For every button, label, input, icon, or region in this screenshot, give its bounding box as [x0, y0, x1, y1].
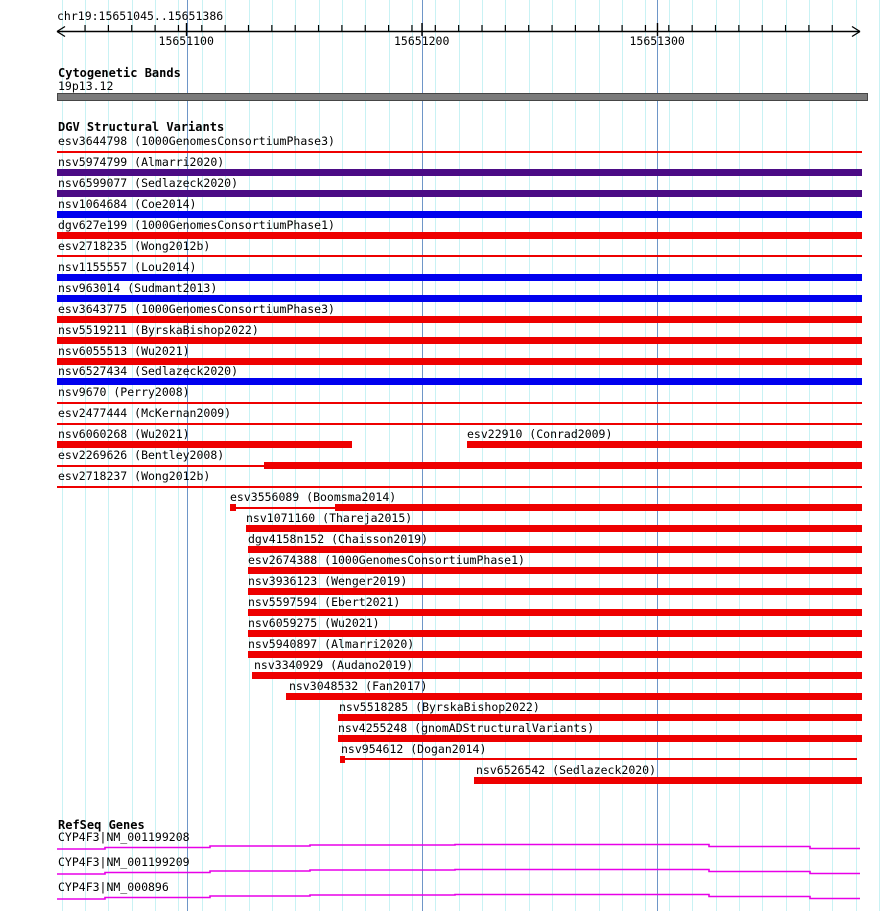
- gridline-minor: [856, 0, 857, 911]
- variant-label[interactable]: nsv6599077 (Sedlazeck2020): [58, 175, 239, 190]
- cytoband-bar[interactable]: [57, 93, 868, 101]
- gridline-major: [657, 0, 658, 911]
- variant-bar[interactable]: [467, 441, 862, 448]
- variant-bar[interactable]: [57, 274, 862, 281]
- variant-bar[interactable]: [345, 758, 857, 760]
- variant-bar[interactable]: [248, 609, 862, 616]
- variant-label[interactable]: nsv3048532 (Fan2017): [289, 678, 428, 693]
- variant-bar[interactable]: [248, 630, 862, 637]
- variant-bar[interactable]: [246, 525, 862, 532]
- variant-label[interactable]: esv2718235 (Wong2012b): [58, 238, 211, 253]
- variant-bar[interactable]: [338, 714, 862, 721]
- dgv-heading: DGV Structural Variants: [58, 120, 225, 134]
- variant-label[interactable]: nsv5597594 (Ebert2021): [248, 594, 401, 609]
- ruler-tick-label: 15651200: [394, 34, 450, 48]
- variant-label[interactable]: esv22910 (Conrad2009): [467, 427, 613, 442]
- ruler-tick-label: 15651300: [629, 34, 685, 48]
- variant-bar[interactable]: [57, 465, 264, 467]
- gridline-minor: [412, 0, 413, 911]
- gridline-minor: [692, 0, 693, 911]
- variant-bar[interactable]: [57, 316, 862, 323]
- variant-label[interactable]: nsv1155557 (Lou2014): [58, 259, 197, 274]
- variant-label[interactable]: esv3644798 (1000GenomesConsortiumPhase3): [58, 134, 335, 148]
- variant-bar[interactable]: [57, 151, 862, 153]
- gridline-minor: [342, 0, 343, 911]
- variant-bar[interactable]: [57, 232, 862, 239]
- cytoband-heading: Cytogenetic Bands: [58, 66, 181, 80]
- gridline-minor: [832, 0, 833, 911]
- variant-label[interactable]: dgv4158n152 (Chaisson2019): [248, 532, 429, 547]
- variant-label[interactable]: nsv4255248 (gnomADStructuralVariants): [338, 720, 595, 735]
- variant-label[interactable]: nsv5519211 (ByrskaBishop2022): [58, 322, 259, 337]
- variant-label[interactable]: nsv6527434 (Sedlazeck2020): [58, 364, 239, 379]
- variant-bar[interactable]: [474, 777, 862, 784]
- variant-label[interactable]: nsv6055513 (Wu2021): [58, 343, 190, 358]
- variant-bar[interactable]: [252, 672, 862, 679]
- gridline-minor: [435, 0, 436, 911]
- gene-label[interactable]: CYP4F3|NM_001199208: [58, 830, 190, 844]
- gridline-minor: [669, 0, 670, 911]
- variant-label[interactable]: esv2674388 (1000GenomesConsortiumPhase1): [248, 553, 525, 567]
- variant-bar[interactable]: [57, 441, 352, 448]
- gridline-minor: [879, 0, 880, 911]
- variant-bar[interactable]: [248, 588, 862, 595]
- variant-bar[interactable]: [57, 190, 862, 197]
- variant-bar[interactable]: [57, 211, 862, 218]
- gene-label[interactable]: CYP4F3|NM_000896: [58, 880, 169, 894]
- variant-label[interactable]: esv2269626 (Bentley2008): [58, 448, 225, 463]
- variant-bar[interactable]: [57, 402, 862, 404]
- gridline-minor: [786, 0, 787, 911]
- gridline-minor: [739, 0, 740, 911]
- variant-label[interactable]: esv3556089 (Boomsma2014): [230, 490, 397, 505]
- variant-label[interactable]: nsv5974799 (Almarri2020): [58, 154, 225, 169]
- variant-bar[interactable]: [248, 546, 862, 553]
- variant-bar[interactable]: [57, 255, 862, 257]
- ruler-tick-label: 15651100: [158, 34, 214, 48]
- variant-bar[interactable]: [335, 504, 862, 511]
- variant-bar[interactable]: [264, 462, 862, 469]
- refseq-heading: RefSeq Genes: [58, 818, 145, 832]
- cytoband-label[interactable]: 19p13.12: [58, 79, 114, 93]
- variant-bar[interactable]: [57, 295, 862, 302]
- variant-bar[interactable]: [57, 486, 862, 488]
- variant-label[interactable]: nsv6059275 (Wu2021): [248, 615, 380, 630]
- variant-label[interactable]: nsv5940897 (Almarri2020): [248, 636, 415, 651]
- variant-bar[interactable]: [57, 169, 862, 176]
- variant-label[interactable]: nsv6526542 (Sedlazeck2020): [476, 762, 657, 777]
- gridline-major: [422, 0, 423, 911]
- variant-label[interactable]: esv2718237 (Wong2012b): [58, 469, 211, 484]
- variant-bar[interactable]: [248, 651, 862, 658]
- variant-bar[interactable]: [236, 507, 335, 509]
- variant-label[interactable]: esv2477444 (McKernan2009): [58, 406, 232, 421]
- variant-label[interactable]: nsv6060268 (Wu2021): [58, 427, 190, 442]
- variant-label[interactable]: nsv1064684 (Coe2014): [58, 196, 197, 211]
- variant-bar[interactable]: [338, 735, 862, 742]
- variant-label[interactable]: dgv627e199 (1000GenomesConsortiumPhase1): [58, 217, 335, 232]
- variant-bar[interactable]: [57, 337, 862, 344]
- gridline-minor: [459, 0, 460, 911]
- gridline-minor: [716, 0, 717, 911]
- variant-bar[interactable]: [57, 423, 862, 425]
- variant-label[interactable]: nsv954612 (Dogan2014): [341, 741, 487, 756]
- variant-label[interactable]: nsv5518285 (ByrskaBishop2022): [339, 699, 540, 714]
- gridline-minor: [809, 0, 810, 911]
- variant-label[interactable]: esv3643775 (1000GenomesConsortiumPhase3): [58, 301, 335, 316]
- gridline-minor: [389, 0, 390, 911]
- region-title: chr19:15651045..15651386: [57, 9, 224, 23]
- variant-label[interactable]: nsv1071160 (Thareja2015): [246, 511, 413, 526]
- variant-label[interactable]: nsv9670 (Perry2008): [58, 385, 190, 400]
- variant-bar[interactable]: [57, 358, 862, 365]
- gene-label[interactable]: CYP4F3|NM_001199209: [58, 855, 190, 869]
- variant-label[interactable]: nsv3340929 (Audano2019): [254, 657, 414, 672]
- variant-label[interactable]: nsv963014 (Sudmant2013): [58, 280, 218, 295]
- variant-bar[interactable]: [248, 567, 862, 574]
- variant-bar[interactable]: [57, 378, 862, 385]
- gridline-minor: [365, 0, 366, 911]
- variant-bar[interactable]: [286, 693, 862, 700]
- variant-label[interactable]: nsv3936123 (Wenger2019): [248, 573, 408, 588]
- gridline-minor: [762, 0, 763, 911]
